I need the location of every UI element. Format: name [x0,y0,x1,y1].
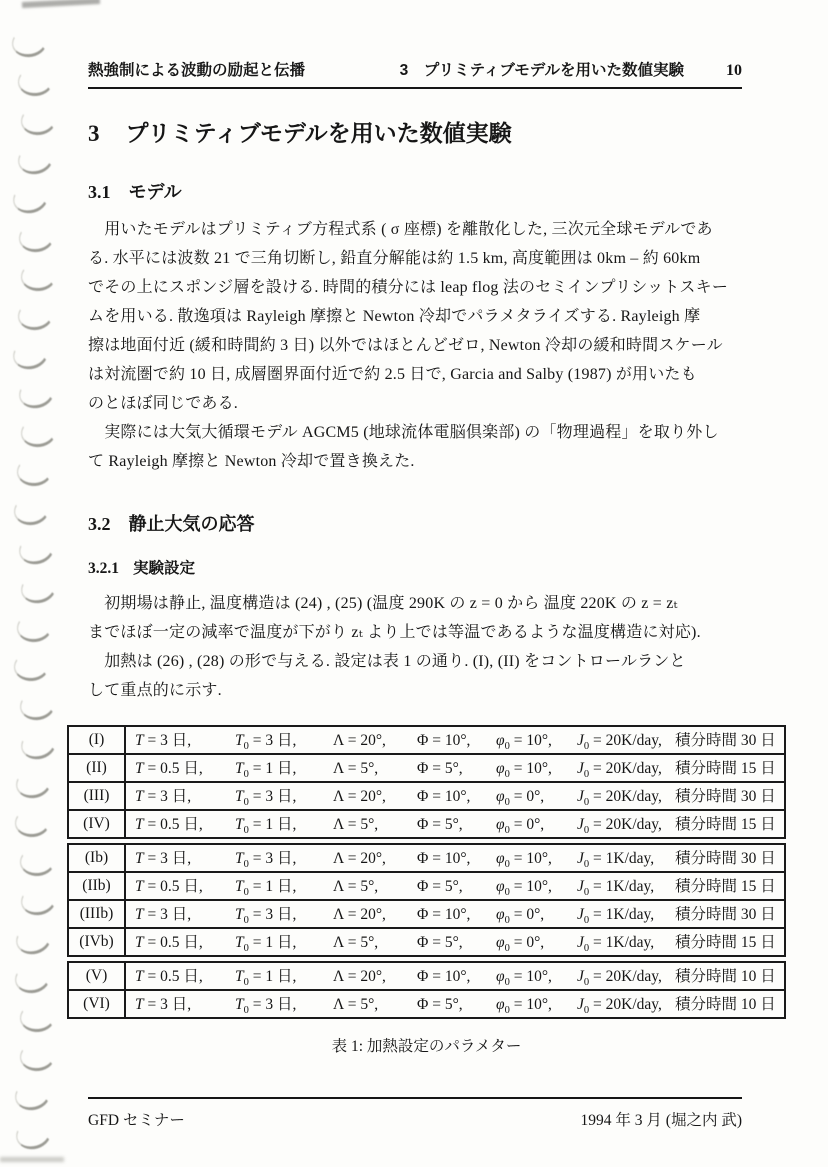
integration-time: 積分時間 15 日 [675,815,776,833]
text-line: までほぼ一定の減率で温度が下がり zₜ より上では等温であるような温度構造に対応). [88,624,701,641]
param-value: $\varphi_0 = 0^\circ$, [496,933,545,955]
table-row [67,927,786,957]
param-value: $T_0 = 3$ 日, [235,787,297,809]
param-value: Φ = 10°, [417,905,471,923]
param-value: Λ = 5°, [333,933,379,951]
text-line: 加熱は (26) , (28) の形で与える. 設定は表 1 の通り. (I), (II) をコントロールランと [88,653,686,670]
subsubsection-3-2-1-heading [88,556,742,578]
text-line: して重点的に示す. [88,682,222,699]
integration-time: 積分時間 10 日 [675,967,776,985]
param-value: $J_0 = 20K/day$, [577,967,662,989]
table-row [67,753,786,783]
run-params [126,992,784,1016]
param-value: $J_0 = 1K/day$, [577,849,655,871]
param-value: $J_0 = 1K/day$, [577,905,655,927]
text-line: でその上にスポンジ層を設ける. 時間的積分には leap flog 法のセミインプリシットスキー [88,279,729,296]
param-value: $J_0 = 20K/day$, [577,759,662,781]
text-line: る. 水平には波数 21 で三角切断し, 鉛直分解能は約 1.5 km, 高度範囲は 0km – 約 60km [88,250,701,267]
param-value: Φ = 5°, [417,759,463,777]
integration-time: 積分時間 15 日 [675,877,776,895]
run-label: (IV) [69,811,126,837]
run-label: (VI) [69,991,126,1017]
param-value: Λ = 5°, [333,995,379,1013]
integration-time: 積分時間 10 日 [675,995,776,1013]
param-value: Φ = 5°, [417,995,463,1013]
model-paragraphs [88,215,742,476]
text-line: 擦は地面付近 (緩和時間約 3 日) 以外ではほとんどゼロ, Newton 冷却の緩和時間スケール [88,337,723,354]
param-value: $T_0 = 3$ 日, [235,849,297,871]
table-row [67,809,786,839]
param-value: Φ = 10°, [417,731,471,749]
table-row [67,989,786,1019]
param-value: T = 3 日, [135,995,192,1013]
param-value: T = 0.5 日, [135,815,203,833]
run-params [126,902,784,926]
table-row [67,725,786,755]
table-row [67,899,786,929]
param-value: T = 0.5 日, [135,759,203,777]
param-value: $T_0 = 3$ 日, [235,995,297,1017]
param-value: $\varphi_0 = 10^\circ$, [496,877,552,899]
header-rule [88,87,742,89]
table-caption: 表 1: 加熱設定のパラメター [331,1038,522,1055]
table-group [67,725,786,839]
run-params [126,784,784,808]
param-value: T = 3 日, [135,731,192,749]
param-value: Λ = 5°, [333,877,379,895]
param-value: Λ = 20°, [333,787,386,805]
page-number: 10 [726,62,742,79]
subsection-3-2-heading [88,510,742,536]
param-value: $\varphi_0 = 0^\circ$, [496,787,545,809]
param-value: $J_0 = 20K/day$, [577,731,662,753]
experiment-setup-paragraphs [88,589,742,705]
running-header-title: 熱強制による波動の励起と伝播 [88,62,306,79]
run-params [126,846,784,870]
param-value: $J_0 = 1K/day$, [577,933,655,955]
text-line: ムを用いる. 散逸項は Rayleigh 摩擦と Newton 冷却でパラメタライズする. Rayleigh 摩 [88,308,701,325]
param-value: Φ = 10°, [417,787,471,805]
table-group [67,961,786,1019]
param-value: $\varphi_0 = 10^\circ$, [496,967,552,989]
subsubsection-3-2-1-number: 3.2.1 [88,560,119,577]
subsection-3-2-title: 静止大気の応答 [128,514,255,534]
param-value: $T_0 = 1$ 日, [235,967,297,989]
section-title: プリミティブモデルを用いた数値実験 [125,120,512,146]
run-params [126,756,784,780]
run-label: (Ib) [69,845,126,871]
param-value: $T_0 = 1$ 日, [235,933,297,955]
integration-time: 積分時間 30 日 [675,787,776,805]
run-label: (V) [69,963,126,989]
text-line: 初期場は静止, 温度構造は (24) , (25) (温度 290K の z = 0 から 温度 220K の z = zₜ [88,595,678,612]
run-label: (IVb) [69,929,126,955]
subsection-3-2-number: 3.2 [88,514,111,534]
param-value: $\varphi_0 = 0^\circ$, [496,815,545,837]
param-value: $T_0 = 3$ 日, [235,905,297,927]
integration-time: 積分時間 30 日 [675,905,776,923]
param-value: $J_0 = 1K/day$, [577,877,655,899]
run-params [126,964,784,988]
table-row [67,961,786,991]
run-label: (II) [69,755,126,781]
param-value: $\varphi_0 = 10^\circ$, [496,995,552,1017]
run-params [126,930,784,954]
parameter-table [67,725,786,1019]
table-row [67,843,786,873]
param-value: Λ = 20°, [333,849,386,867]
param-value: $J_0 = 20K/day$, [577,995,662,1017]
section-number: 3 [88,121,100,146]
text-line: は対流圏で約 10 日, 成層圏界面付近で約 2.5 日で, Garcia and Salby (1987) が用いたも [88,366,697,383]
param-value: $J_0 = 20K/day$, [577,787,662,809]
param-value: $T_0 = 1$ 日, [235,815,297,837]
table-row [67,871,786,901]
subsubsection-3-2-1-title: 実験設定 [133,560,196,577]
param-value: Λ = 5°, [333,815,379,833]
param-value: T = 0.5 日, [135,967,203,985]
param-value: $T_0 = 1$ 日, [235,877,297,899]
subsection-3-1-heading [88,178,742,204]
table-row [67,781,786,811]
footer-left: GFD セミナー [88,1112,185,1129]
param-value: Λ = 20°, [333,731,386,749]
param-value: Φ = 10°, [417,849,471,867]
param-value: Λ = 20°, [333,967,386,985]
param-value: Φ = 5°, [417,815,463,833]
run-label: (IIb) [69,873,126,899]
param-value: $T_0 = 3$ 日, [235,731,297,753]
integration-time: 積分時間 30 日 [675,849,776,867]
text-line: て Rayleigh 摩擦と Newton 冷却で置き換えた. [88,453,415,470]
param-value: $\varphi_0 = 10^\circ$, [496,759,552,781]
page-footer [88,1097,742,1130]
run-label: (IIIb) [69,901,126,927]
subsection-3-1-title: モデル [128,182,182,202]
param-value: Φ = 10°, [417,967,471,985]
param-value: Λ = 20°, [333,905,386,923]
footer-right: 1994 年 3 月 (堀之内 武) [580,1112,742,1129]
param-value: Φ = 5°, [417,933,463,951]
running-header [88,58,742,80]
footer-rule [88,1097,742,1099]
param-value: T = 3 日, [135,787,192,805]
param-value: Φ = 5°, [417,877,463,895]
param-value: $\varphi_0 = 0^\circ$, [496,905,545,927]
param-value: T = 3 日, [135,905,192,923]
text-line: のとほぼ同じである. [88,395,239,412]
param-value: T = 0.5 日, [135,877,203,895]
run-params [126,874,784,898]
param-value: $J_0 = 20K/day$, [577,815,662,837]
table-group [67,843,786,957]
text-line: 用いたモデルはプリミティブ方程式系 ( σ 座標) を離散化した, 三次元全球モデルであ [88,221,713,238]
integration-time: 積分時間 15 日 [675,933,776,951]
param-value: Λ = 5°, [333,759,379,777]
table-groups [67,725,786,1019]
param-value: $\varphi_0 = 10^\circ$, [496,849,552,871]
run-params [126,728,784,752]
param-value: $\varphi_0 = 10^\circ$, [496,731,552,753]
running-header-section-ref: 3 プリミティブモデルを用いた数値実験 [399,62,684,79]
run-label: (III) [69,783,126,809]
run-params [126,812,784,836]
section-heading [88,115,742,148]
param-value: T = 0.5 日, [135,933,203,951]
run-label: (I) [69,727,126,753]
param-value: $T_0 = 1$ 日, [235,759,297,781]
integration-time: 積分時間 15 日 [675,759,776,777]
integration-time: 積分時間 30 日 [675,731,776,749]
text-line: 実際には大気大循環モデル AGCM5 (地球流体電脳倶楽部) の「物理過程」を取り外し [88,424,719,441]
param-value: T = 3 日, [135,849,192,867]
subsection-3-1-number: 3.1 [88,182,111,202]
